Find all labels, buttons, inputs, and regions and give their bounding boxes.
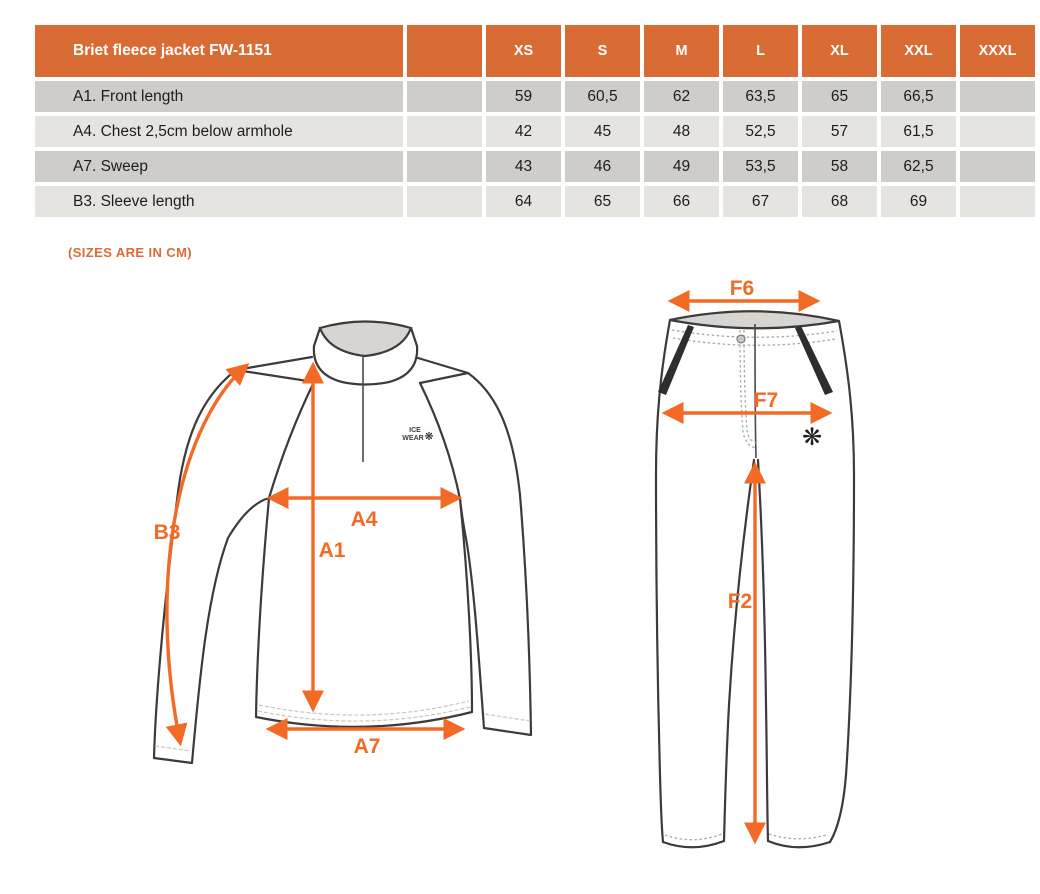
table-row-sweep <box>35 151 1035 182</box>
icewear-logo-line2: WEAR <box>402 435 424 442</box>
size-chart-table <box>31 21 1039 221</box>
waist-button <box>737 335 745 343</box>
pants-right-outer-edge <box>830 321 854 842</box>
empty-cell <box>407 151 482 182</box>
value-cell: 66,5 <box>881 81 956 112</box>
right-shoulder-seam <box>418 358 468 383</box>
value-cell: 53,5 <box>723 151 798 182</box>
left-hem-stitch <box>665 834 722 840</box>
value-cell: 62,5 <box>881 151 956 182</box>
empty-cell <box>407 116 482 147</box>
value-cell: 48 <box>644 116 719 147</box>
value-cell: 62 <box>644 81 719 112</box>
table-row-front-length <box>35 81 1035 112</box>
value-cell: 67 <box>723 186 798 217</box>
size-header-m: M <box>644 25 719 77</box>
f6-label: F6 <box>729 277 755 300</box>
f2-label: F2 <box>727 590 753 613</box>
jacket-left-sleeve <box>154 370 269 763</box>
value-cell <box>960 81 1035 112</box>
icewear-logo-flake-icon: ❋ <box>424 430 434 443</box>
size-header-s: S <box>565 25 640 77</box>
value-cell: 58 <box>802 151 877 182</box>
value-cell: 65 <box>802 81 877 112</box>
b3-label: B3 <box>153 521 181 544</box>
pants-diagram <box>630 277 1040 880</box>
value-cell: 60,5 <box>565 81 640 112</box>
f7-label: F7 <box>753 389 779 412</box>
empty-cell <box>407 186 482 217</box>
right-leg-hem <box>768 841 830 847</box>
value-cell <box>960 151 1035 182</box>
jacket-body <box>256 498 472 727</box>
left-leg-hem <box>663 841 724 847</box>
size-header-l: L <box>723 25 798 77</box>
value-cell: 46 <box>565 151 640 182</box>
value-cell <box>960 186 1035 217</box>
table-header-row <box>35 25 1035 77</box>
value-cell: 66 <box>644 186 719 217</box>
right-hem-stitch <box>769 834 826 839</box>
left-raglan-seam <box>269 382 314 498</box>
value-cell: 64 <box>486 186 561 217</box>
table-row-chest <box>35 116 1035 147</box>
value-cell: 45 <box>565 116 640 147</box>
value-cell: 63,5 <box>723 81 798 112</box>
jacket-diagram <box>130 290 600 800</box>
value-cell: 69 <box>881 186 956 217</box>
value-cell: 52,5 <box>723 116 798 147</box>
row-label: A4. Chest 2,5cm below armhole <box>35 116 403 147</box>
value-cell: 43 <box>486 151 561 182</box>
size-header-xs: XS <box>486 25 561 77</box>
row-label: B3. Sleeve length <box>35 186 403 217</box>
value-cell: 42 <box>486 116 561 147</box>
value-cell: 65 <box>565 186 640 217</box>
value-cell: 59 <box>486 81 561 112</box>
value-cell <box>960 116 1035 147</box>
table-title-cell: Briet fleece jacket FW-1151 <box>35 25 403 77</box>
a4-label: A4 <box>350 508 378 531</box>
pants-left-outer-edge <box>656 320 670 842</box>
row-label: A7. Sweep <box>35 151 403 182</box>
size-header-xxxl: XXXL <box>960 25 1035 77</box>
left-shoulder-seam <box>236 357 314 382</box>
row-label: A1. Front length <box>35 81 403 112</box>
sizes-in-cm-note: (SIZES ARE IN CM) <box>68 245 193 260</box>
size-header-xxl: XXL <box>881 25 956 77</box>
value-cell: 61,5 <box>881 116 956 147</box>
a7-label: A7 <box>353 735 381 758</box>
right-pocket-opening <box>795 326 833 395</box>
pants-flake-logo-icon: ❋ <box>801 423 823 451</box>
table-empty-header-cell <box>407 25 482 77</box>
value-cell: 68 <box>802 186 877 217</box>
table-row-sleeve-length <box>35 186 1035 217</box>
value-cell: 49 <box>644 151 719 182</box>
icewear-logo-line1: ICE <box>409 427 421 434</box>
a1-label: A1 <box>318 539 346 562</box>
empty-cell <box>407 81 482 112</box>
pants-left-inner-edge <box>724 460 754 841</box>
value-cell: 57 <box>802 116 877 147</box>
size-header-xl: XL <box>802 25 877 77</box>
pants-right-inner-edge <box>758 460 768 841</box>
